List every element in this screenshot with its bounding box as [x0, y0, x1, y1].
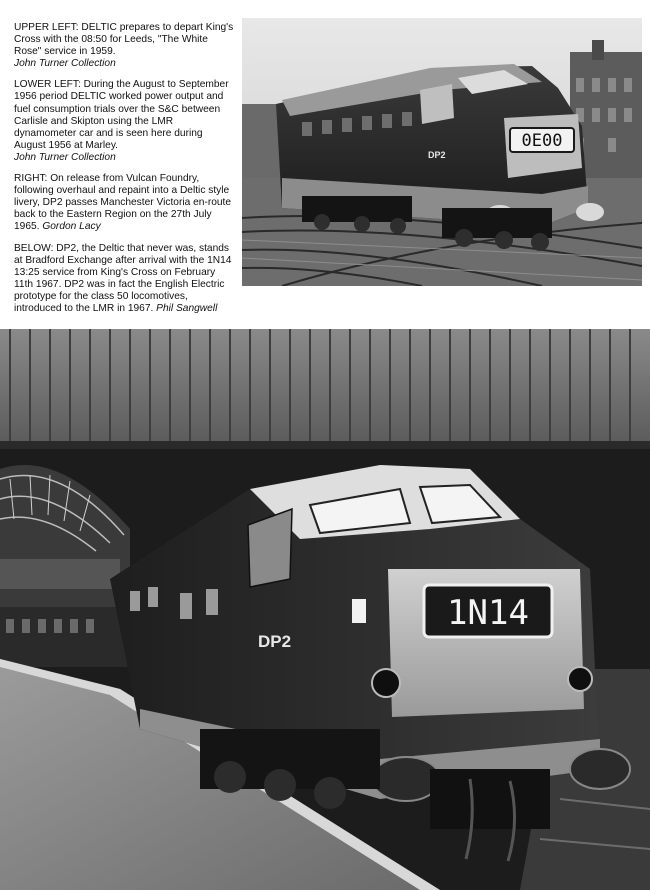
caption-lead: LOWER LEFT:: [14, 79, 81, 91]
caption-text: During the August to September 1956 period DELTIC worked power output and fuel consumption trials over the S&C between Carlisle and Skipton using the LMR dynamometer car and is seen here during August 1956 at Marley.: [14, 79, 229, 151]
headcode-bottom: 1N14: [447, 593, 529, 633]
photo-dp2-manchester-victoria: [242, 18, 642, 286]
caption-text: On release from Vulcan Foundry, following overhaul and repaint into a Deltic style livery, DP2 passes Manchester Victoria en-route back to the Eastern Region on the 27th July 1965.: [14, 173, 232, 233]
caption-lower-left: [14, 79, 236, 164]
caption-credit: Gordon Lacy: [42, 221, 101, 233]
caption-text: DELTIC prepares to depart King's Cross with the 08:50 for Leeds, "The White Rose" service in 1959.: [14, 22, 234, 58]
caption-lead: RIGHT:: [14, 173, 48, 185]
caption-lead: BELOW:: [14, 242, 54, 254]
caption-credit: John Turner Collection: [14, 58, 116, 70]
caption-right: [14, 173, 236, 233]
headcode-top: 0E00: [521, 131, 563, 151]
captions-column: [14, 22, 236, 324]
caption-below: [14, 243, 236, 316]
caption-credit: Phil Sangwell: [156, 302, 218, 314]
caption-credit: John Turner Collection: [14, 151, 116, 163]
caption-upper-left: [14, 22, 236, 70]
caption-lead: UPPER LEFT:: [14, 22, 79, 33]
loco-number-bottom: DP2: [258, 632, 292, 651]
caption-text: DP2, the Deltic that never was, stands at Bradford Exchange after arrival with the 1N14 13:25 service from King's Cross on February 11th 1967. DP2 was in fact the English Electric prototype for the class 50 locomotives, introduced to the LMR in 1967.: [14, 242, 232, 314]
photo-bottom-illustration: [0, 329, 650, 890]
photo-dp2-bradford-exchange: [0, 329, 650, 890]
photo-top-illustration: [242, 18, 642, 286]
loco-number-top: DP2: [428, 150, 446, 160]
